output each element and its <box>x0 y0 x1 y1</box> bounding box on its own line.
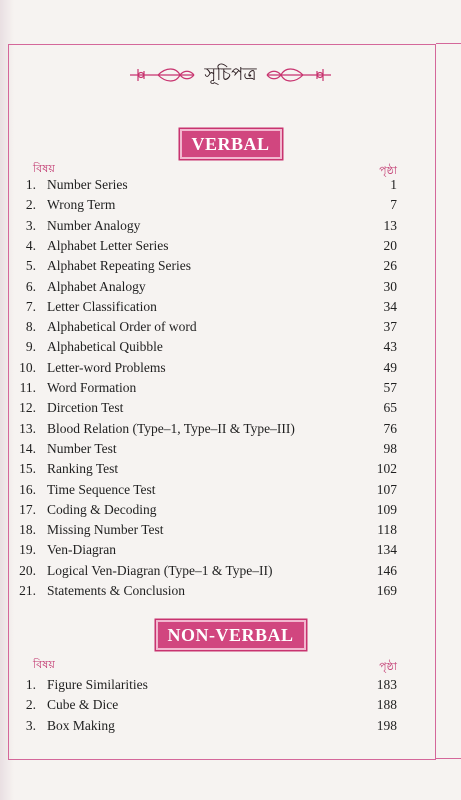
item-topic: Alphabet Analogy <box>47 278 146 294</box>
page-title: সূচিপত্র <box>204 63 257 85</box>
list-item <box>0 718 461 738</box>
item-page-number: 188 <box>376 697 397 713</box>
list-item <box>0 421 461 441</box>
list-item <box>0 360 461 380</box>
item-number: 13. <box>19 420 36 436</box>
list-item <box>0 279 461 299</box>
list-item <box>0 441 461 461</box>
item-number: 16. <box>19 481 36 497</box>
section-badge-verbal: VERBAL <box>179 129 281 159</box>
item-topic: Dircetion Test <box>47 400 124 416</box>
item-page-number: 169 <box>376 583 397 598</box>
item-page-number: 76 <box>383 420 397 436</box>
item-page-number: 20 <box>383 237 397 253</box>
item-number: 2. <box>25 197 36 213</box>
list-item <box>0 677 461 697</box>
list-item <box>0 218 461 238</box>
item-number: 15. <box>19 461 36 477</box>
item-number: 7. <box>25 298 36 314</box>
list-item <box>0 177 461 197</box>
item-number: 11. <box>19 380 36 395</box>
list-item <box>0 380 461 400</box>
item-page-number: 198 <box>376 717 397 733</box>
item-topic: Wrong Term <box>47 197 116 213</box>
item-page-number: 13 <box>383 217 397 233</box>
item-page-number: 107 <box>376 481 397 497</box>
list-item <box>0 299 461 319</box>
right-ornament-icon <box>265 65 333 85</box>
item-topic: Coding & Decoding <box>47 501 157 517</box>
item-page-number: 26 <box>383 258 397 274</box>
item-topic: Figure Similarities <box>47 677 148 692</box>
list-item <box>0 197 461 217</box>
item-number: 2. <box>25 697 36 713</box>
item-topic: Blood Relation (Type–1, Type–II & Type–III) <box>47 420 295 436</box>
list-item <box>0 522 461 542</box>
item-page-number: 7 <box>390 197 397 213</box>
item-page-number: 65 <box>383 400 397 416</box>
item-page-number: 34 <box>383 298 397 314</box>
item-number: 1. <box>25 677 36 692</box>
item-number: 3. <box>25 217 36 233</box>
item-number: 14. <box>19 440 36 456</box>
item-number: 1. <box>25 177 36 192</box>
item-topic: Number Series <box>47 177 128 192</box>
item-number: 12. <box>19 400 36 416</box>
item-page-number: 49 <box>383 359 397 375</box>
subject-column-heading: বিষয় <box>33 162 55 175</box>
item-page-number: 30 <box>383 278 397 294</box>
list-item <box>0 319 461 339</box>
section-badge-nonverbal: NON-VERBAL <box>155 620 305 650</box>
item-number: 19. <box>19 542 36 558</box>
item-page-number: 118 <box>377 522 397 538</box>
item-page-number: 57 <box>383 380 397 395</box>
item-page-number: 37 <box>383 319 397 335</box>
item-number: 10. <box>19 359 36 375</box>
item-topic: Alphabetical Order of word <box>47 319 197 335</box>
item-number: 5. <box>25 258 36 274</box>
item-topic: Missing Number Test <box>47 522 164 538</box>
list-item <box>0 563 461 583</box>
item-number: 17. <box>19 501 36 517</box>
item-topic: Number Analogy <box>47 217 141 233</box>
item-number: 8. <box>25 319 36 335</box>
border-extension-bottom <box>436 758 461 759</box>
page-column-heading: পৃষ্ঠা <box>379 164 397 177</box>
item-topic: Statements & Conclusion <box>47 583 185 598</box>
item-number: 18. <box>19 522 36 538</box>
item-page-number: 98 <box>383 440 397 456</box>
item-topic: Alphabet Letter Series <box>47 237 169 253</box>
list-item <box>0 697 461 717</box>
page-column-heading: পৃষ্ঠা <box>379 660 397 673</box>
item-topic: Time Sequence Test <box>47 481 156 497</box>
item-topic: Alphabet Repeating Series <box>47 258 191 274</box>
border-extension-top <box>436 43 461 44</box>
list-item <box>0 400 461 420</box>
item-page-number: 183 <box>376 677 397 692</box>
list-item <box>0 339 461 359</box>
list-item <box>0 542 461 562</box>
item-number: 9. <box>25 339 36 355</box>
item-page-number: 1 <box>390 177 397 192</box>
left-ornament-icon <box>128 65 196 85</box>
list-item <box>0 258 461 278</box>
list-item <box>0 238 461 258</box>
item-page-number: 146 <box>376 562 397 578</box>
item-number: 21. <box>19 583 36 598</box>
item-page-number: 134 <box>376 542 397 558</box>
item-number: 20. <box>19 562 36 578</box>
item-topic: Ranking Test <box>47 461 119 477</box>
item-topic: Letter-word Problems <box>47 359 166 375</box>
item-topic: Cube & Dice <box>47 697 119 713</box>
item-number: 4. <box>25 237 36 253</box>
item-number: 6. <box>25 278 36 294</box>
item-number: 3. <box>25 717 36 733</box>
item-topic: Box Making <box>47 717 115 733</box>
item-topic: Number Test <box>47 440 117 456</box>
item-topic: Logical Ven-Diagran (Type–1 & Type–II) <box>47 562 273 578</box>
item-topic: Letter Classification <box>47 298 157 314</box>
list-item <box>0 502 461 522</box>
item-page-number: 109 <box>376 501 397 517</box>
list-item <box>0 482 461 502</box>
item-topic: Alphabetical Quibble <box>47 339 163 355</box>
list-item <box>0 461 461 481</box>
item-topic: Ven-Diagran <box>47 542 116 558</box>
item-topic: Word Formation <box>47 380 137 395</box>
title-bar <box>0 60 461 90</box>
list-item <box>0 583 461 603</box>
subject-column-heading: বিষয় <box>33 658 55 671</box>
item-page-number: 43 <box>383 339 397 355</box>
item-page-number: 102 <box>376 461 397 477</box>
